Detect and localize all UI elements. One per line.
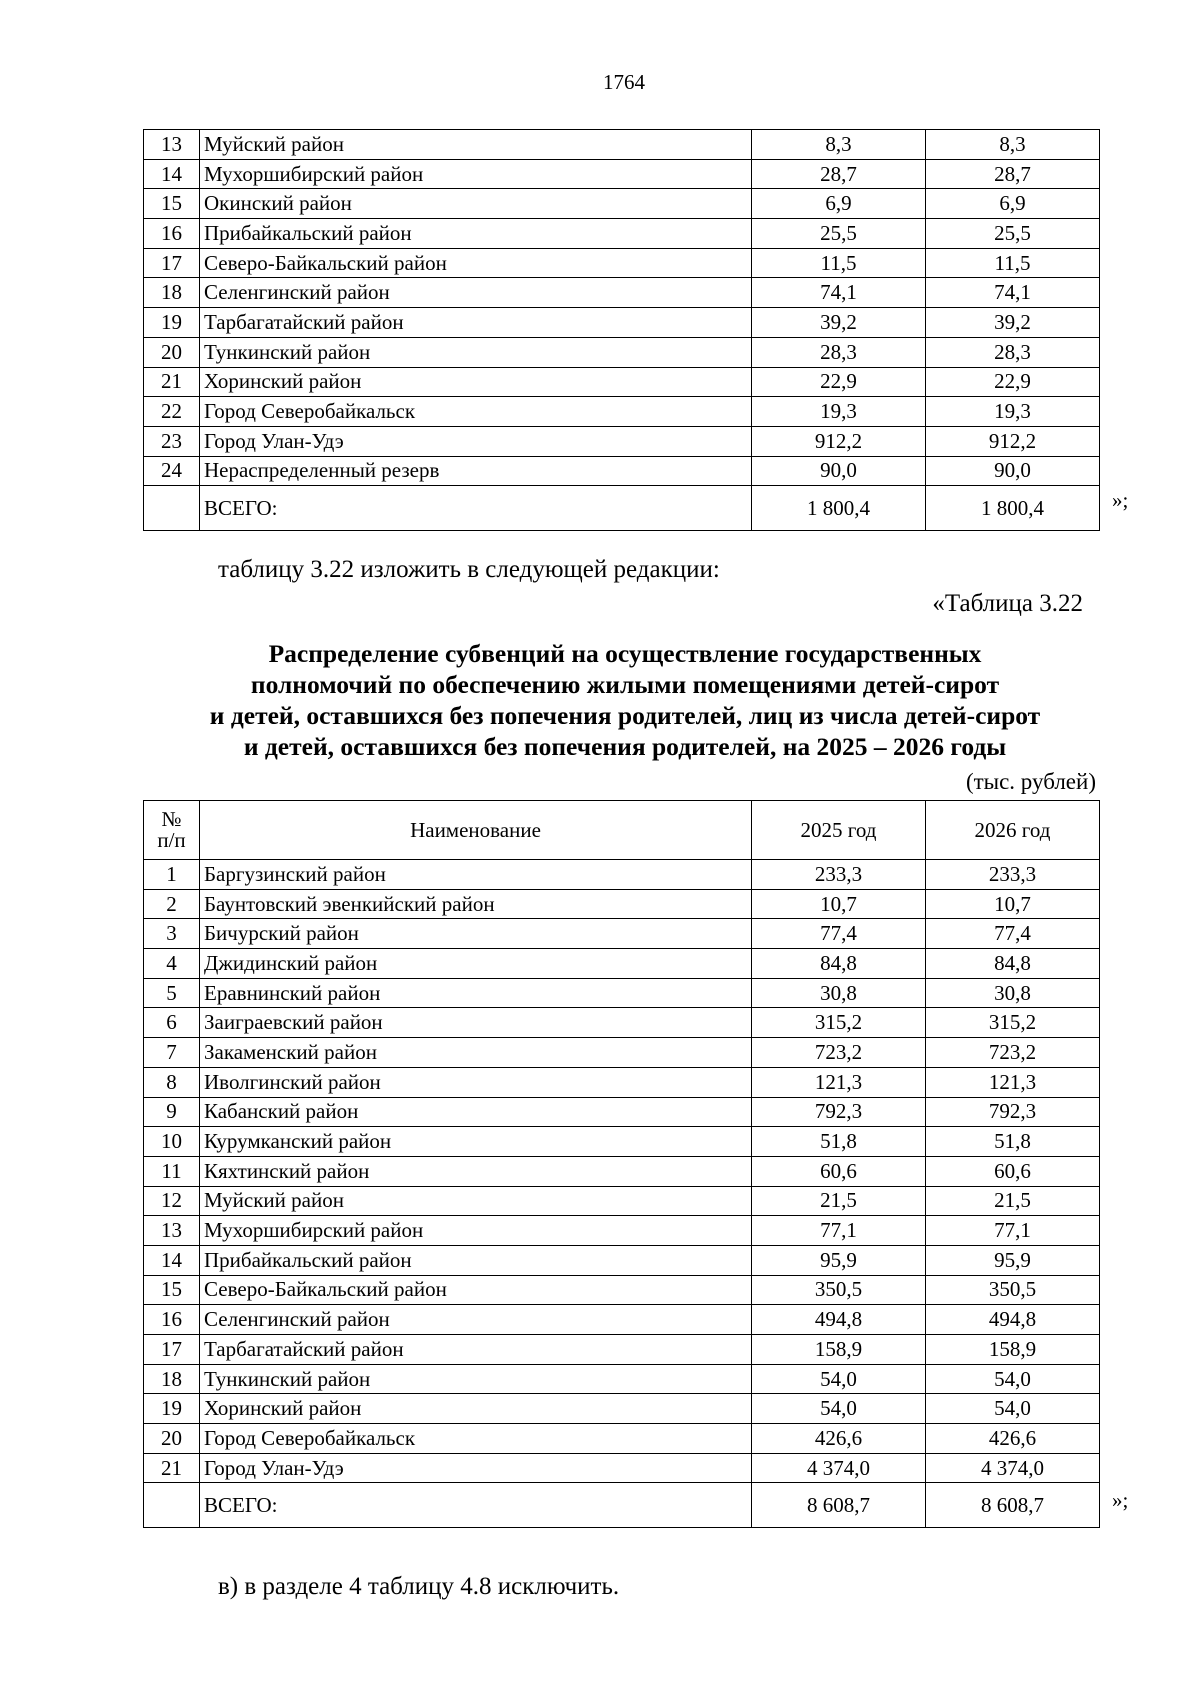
row-name: Окинский район (200, 189, 752, 219)
table-closing-quote: »; (1112, 1488, 1129, 1512)
row-name: Муйский район (200, 1186, 752, 1216)
table-row (144, 860, 1100, 890)
total-value-2026: 1 800,4 (926, 486, 1100, 531)
row-name: Тарбагатайский район (200, 1335, 752, 1365)
row-value-2025: 54,0 (752, 1394, 926, 1424)
row-value-2025: 84,8 (752, 949, 926, 979)
row-name: Прибайкальский район (200, 1245, 752, 1275)
row-value-2025: 60,6 (752, 1156, 926, 1186)
row-value-2025: 10,7 (752, 889, 926, 919)
row-name: Закаменский район (200, 1038, 752, 1068)
title-line: и детей, оставшихся без попечения родителей, лиц из числа детей-сирот (209, 701, 1041, 730)
table-reference: «Таблица 3.22 (932, 590, 1083, 617)
total-value-2025: 8 608,7 (752, 1483, 926, 1528)
final-instruction: в) в разделе 4 таблицу 4.8 исключить. (218, 1573, 620, 1600)
row-value-2026: 792,3 (926, 1097, 1100, 1127)
row-value-2026: 426,6 (926, 1424, 1100, 1454)
total-value-2025: 1 800,4 (752, 486, 926, 531)
row-value-2025: 11,5 (752, 248, 926, 278)
row-value-2026: 121,3 (926, 1067, 1100, 1097)
row-value-2025: 95,9 (752, 1245, 926, 1275)
row-name: Селенгинский район (200, 1305, 752, 1335)
row-number: 13 (144, 1216, 200, 1246)
title-line: Распределение субвенций на осуществление государственных (268, 639, 982, 668)
row-value-2025: 77,4 (752, 919, 926, 949)
row-value-2025: 158,9 (752, 1335, 926, 1365)
row-value-2026: 19,3 (926, 397, 1100, 427)
table-row (144, 889, 1100, 919)
row-name: Еравнинский район (200, 978, 752, 1008)
row-value-2026: 11,5 (926, 248, 1100, 278)
row-name: Прибайкальский район (200, 219, 752, 249)
row-number: 23 (144, 426, 200, 456)
table-row (144, 978, 1100, 1008)
row-value-2026: 54,0 (926, 1394, 1100, 1424)
distribution-table-continued (143, 129, 1100, 531)
row-name: Город Северобайкальск (200, 397, 752, 427)
row-value-2025: 74,1 (752, 278, 926, 308)
row-number: 8 (144, 1067, 200, 1097)
table-row (144, 949, 1100, 979)
row-value-2025: 54,0 (752, 1364, 926, 1394)
header-number (144, 801, 200, 860)
row-value-2026: 95,9 (926, 1245, 1100, 1275)
table-row (144, 1008, 1100, 1038)
row-number: 16 (144, 1305, 200, 1335)
table-row (144, 1364, 1100, 1394)
header-year-2025: 2025 год (752, 801, 926, 860)
row-value-2025: 21,5 (752, 1186, 926, 1216)
total-label: ВСЕГО: (200, 1483, 752, 1528)
row-value-2026: 77,4 (926, 919, 1100, 949)
row-value-2025: 19,3 (752, 397, 926, 427)
row-name: Тункинский район (200, 337, 752, 367)
row-value-2026: 54,0 (926, 1364, 1100, 1394)
row-value-2025: 8,3 (752, 130, 926, 160)
row-value-2026: 51,8 (926, 1127, 1100, 1157)
row-number: 19 (144, 1394, 200, 1424)
units-label: (тыс. рублей) (965, 769, 1096, 794)
row-value-2025: 90,0 (752, 456, 926, 486)
row-value-2026: 912,2 (926, 426, 1100, 456)
table-row (144, 1335, 1100, 1365)
row-name: Бичурский район (200, 919, 752, 949)
row-name: Тункинский район (200, 1364, 752, 1394)
table-header-row (144, 801, 1100, 860)
row-name: Курумканский район (200, 1127, 752, 1157)
row-value-2026: 22,9 (926, 367, 1100, 397)
table-row (144, 397, 1100, 427)
row-number: 24 (144, 456, 200, 486)
row-number: 21 (144, 1453, 200, 1483)
row-number: 22 (144, 397, 200, 427)
table-row (144, 248, 1100, 278)
row-value-2026: 10,7 (926, 889, 1100, 919)
row-name: Баунтовский эвенкийский район (200, 889, 752, 919)
row-number: 2 (144, 889, 200, 919)
table-body (144, 130, 1100, 531)
row-number: 14 (144, 159, 200, 189)
table-row (144, 1245, 1100, 1275)
row-value-2026: 28,3 (926, 337, 1100, 367)
row-number: 7 (144, 1038, 200, 1068)
row-value-2026: 77,1 (926, 1216, 1100, 1246)
row-number: 11 (144, 1156, 200, 1186)
table-row (144, 1424, 1100, 1454)
header-number-symbol: № (161, 807, 182, 831)
row-value-2026: 30,8 (926, 978, 1100, 1008)
row-value-2025: 28,7 (752, 159, 926, 189)
row-value-2025: 233,3 (752, 860, 926, 890)
row-value-2025: 22,9 (752, 367, 926, 397)
table-row (144, 426, 1100, 456)
row-number: 15 (144, 1275, 200, 1305)
row-value-2026: 84,8 (926, 949, 1100, 979)
row-value-2026: 6,9 (926, 189, 1100, 219)
table-row (144, 1097, 1100, 1127)
row-name: Северо-Байкальский район (200, 248, 752, 278)
row-value-2026: 90,0 (926, 456, 1100, 486)
row-number: 3 (144, 919, 200, 949)
instruction-text: таблицу 3.22 изложить в следующей редакции: (218, 556, 720, 583)
total-value-2026: 8 608,7 (926, 1483, 1100, 1528)
row-value-2025: 30,8 (752, 978, 926, 1008)
table-row (144, 1186, 1100, 1216)
table-row (144, 159, 1100, 189)
row-number: 14 (144, 1245, 200, 1275)
row-number: 9 (144, 1097, 200, 1127)
row-value-2026: 74,1 (926, 278, 1100, 308)
row-name: Селенгинский район (200, 278, 752, 308)
row-number: 17 (144, 248, 200, 278)
total-row (144, 486, 1100, 531)
row-name: Город Улан-Удэ (200, 426, 752, 456)
row-number: 17 (144, 1335, 200, 1365)
row-name: Нераспределенный резерв (200, 456, 752, 486)
row-value-2025: 792,3 (752, 1097, 926, 1127)
row-value-2026: 233,3 (926, 860, 1100, 890)
row-value-2025: 77,1 (752, 1216, 926, 1246)
table-row (144, 1067, 1100, 1097)
row-number: 19 (144, 308, 200, 338)
row-number: 21 (144, 367, 200, 397)
row-value-2026: 4 374,0 (926, 1453, 1100, 1483)
table-closing-quote: »; (1112, 488, 1129, 512)
header-name: Наименование (200, 801, 752, 860)
row-number: 20 (144, 337, 200, 367)
title-line: и детей, оставшихся без попечения родителей, на 2025 – 2026 годы (243, 732, 1007, 761)
table-body (144, 860, 1100, 1528)
row-value-2026: 25,5 (926, 219, 1100, 249)
row-name: Тарбагатайский район (200, 308, 752, 338)
table-row (144, 1394, 1100, 1424)
row-number: 15 (144, 189, 200, 219)
row-number: 20 (144, 1424, 200, 1454)
row-value-2026: 60,6 (926, 1156, 1100, 1186)
distribution-table-3-22 (143, 800, 1100, 1528)
row-number: 18 (144, 278, 200, 308)
row-name: Хоринский район (200, 1394, 752, 1424)
row-value-2025: 494,8 (752, 1305, 926, 1335)
table-row (144, 1038, 1100, 1068)
row-value-2026: 350,5 (926, 1275, 1100, 1305)
header-year-2026: 2026 год (926, 801, 1100, 860)
row-name: Северо-Байкальский район (200, 1275, 752, 1305)
row-value-2025: 121,3 (752, 1067, 926, 1097)
row-value-2026: 494,8 (926, 1305, 1100, 1335)
table-row (144, 308, 1100, 338)
row-value-2026: 21,5 (926, 1186, 1100, 1216)
row-name: Иволгинский район (200, 1067, 752, 1097)
table-row (144, 219, 1100, 249)
table-row (144, 1127, 1100, 1157)
page-number: 1764 (603, 70, 645, 94)
row-value-2025: 426,6 (752, 1424, 926, 1454)
row-name: Муйский район (200, 130, 752, 160)
table-row (144, 278, 1100, 308)
table-row (144, 367, 1100, 397)
table-row (144, 130, 1100, 160)
row-value-2025: 350,5 (752, 1275, 926, 1305)
table-row (144, 337, 1100, 367)
row-value-2026: 39,2 (926, 308, 1100, 338)
row-value-2026: 28,7 (926, 159, 1100, 189)
row-value-2025: 315,2 (752, 1008, 926, 1038)
row-value-2025: 28,3 (752, 337, 926, 367)
row-number: 16 (144, 219, 200, 249)
table-row (144, 189, 1100, 219)
table-row (144, 919, 1100, 949)
row-value-2026: 315,2 (926, 1008, 1100, 1038)
table-title (100, 638, 1150, 762)
total-number-empty (144, 1483, 200, 1528)
row-value-2025: 4 374,0 (752, 1453, 926, 1483)
row-name: Город Улан-Удэ (200, 1453, 752, 1483)
row-number: 5 (144, 978, 200, 1008)
row-value-2025: 39,2 (752, 308, 926, 338)
row-name: Баргузинский район (200, 860, 752, 890)
row-value-2025: 6,9 (752, 189, 926, 219)
header-number-abbrev: п/п (157, 828, 186, 852)
total-label: ВСЕГО: (200, 486, 752, 531)
row-name: Заиграевский район (200, 1008, 752, 1038)
row-value-2025: 51,8 (752, 1127, 926, 1157)
table-row (144, 1216, 1100, 1246)
row-value-2026: 723,2 (926, 1038, 1100, 1068)
table-row (144, 1453, 1100, 1483)
row-value-2025: 723,2 (752, 1038, 926, 1068)
row-value-2026: 158,9 (926, 1335, 1100, 1365)
row-number: 13 (144, 130, 200, 160)
total-number-empty (144, 486, 200, 531)
table-row (144, 1305, 1100, 1335)
row-number: 4 (144, 949, 200, 979)
row-number: 10 (144, 1127, 200, 1157)
row-name: Мухоршибирский район (200, 1216, 752, 1246)
row-name: Город Северобайкальск (200, 1424, 752, 1454)
total-row (144, 1483, 1100, 1528)
row-name: Кабанский район (200, 1097, 752, 1127)
row-number: 6 (144, 1008, 200, 1038)
row-number: 12 (144, 1186, 200, 1216)
row-number: 18 (144, 1364, 200, 1394)
row-name: Джидинский район (200, 949, 752, 979)
row-number: 1 (144, 860, 200, 890)
row-value-2025: 912,2 (752, 426, 926, 456)
row-value-2026: 8,3 (926, 130, 1100, 160)
table-row (144, 456, 1100, 486)
row-value-2025: 25,5 (752, 219, 926, 249)
row-name: Хоринский район (200, 367, 752, 397)
title-line: полномочий по обеспечению жилыми помещениями детей-сирот (250, 670, 1000, 699)
row-name: Мухоршибирский район (200, 159, 752, 189)
table-row (144, 1275, 1100, 1305)
table-row (144, 1156, 1100, 1186)
row-name: Кяхтинский район (200, 1156, 752, 1186)
